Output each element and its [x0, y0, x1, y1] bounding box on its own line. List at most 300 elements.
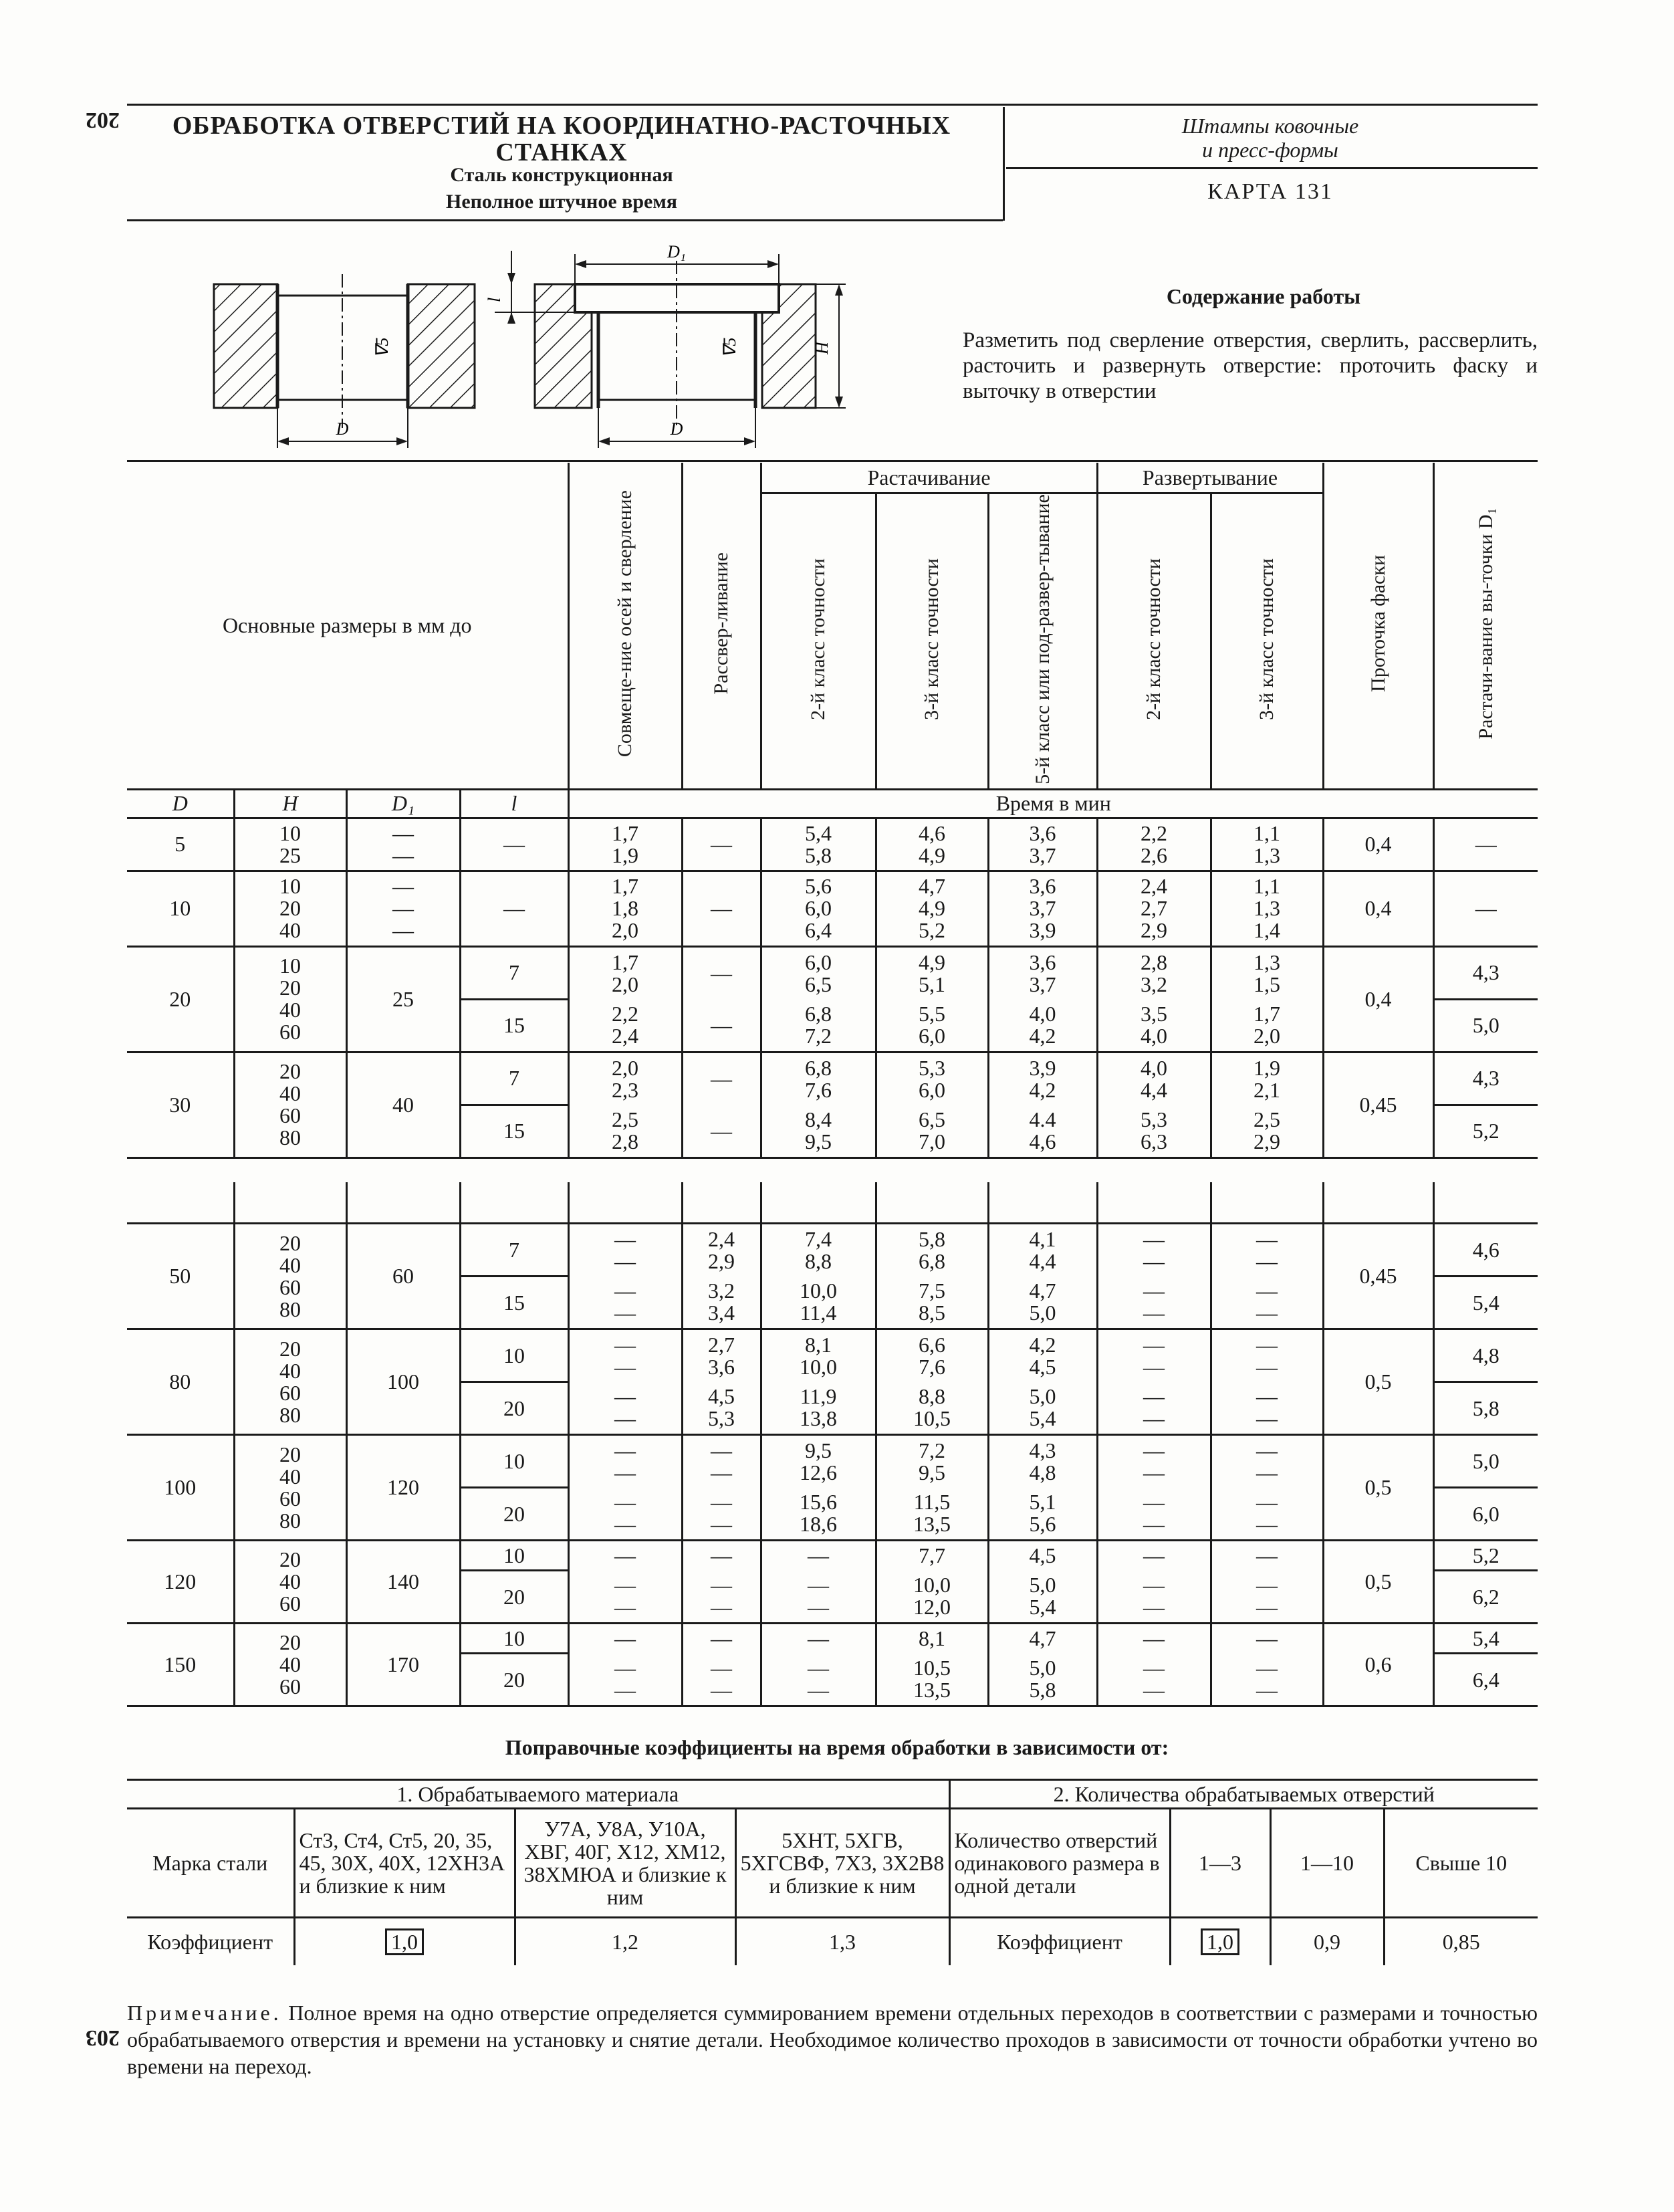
cell-groove: 5,2 [1433, 1541, 1538, 1571]
cell-counterboring [682, 1224, 761, 1277]
cell-chamfer: 0,5 [1323, 1435, 1433, 1541]
coef-count-2: 0,9 [1270, 1918, 1384, 1966]
cell-value: — [1143, 1384, 1165, 1409]
cell-value: — [1143, 1490, 1165, 1515]
cell-value: 13,5 [913, 1512, 951, 1537]
row-l: 20 [460, 1654, 568, 1706]
row-h [234, 946, 346, 1052]
cell-value: 25 [279, 843, 301, 867]
cell-value: 10 [279, 820, 301, 845]
cell-value: — [1256, 1332, 1278, 1357]
continuation-gap [568, 1182, 682, 1224]
col-boring-class-5-label: 5-й класс или под-развер-тывание [1031, 494, 1054, 784]
cell-alignment [568, 999, 682, 1052]
cell-value: 1,7 [612, 874, 638, 899]
cell-value: 12,6 [800, 1460, 837, 1484]
row-l: — [460, 871, 568, 946]
cell-boring-2 [761, 818, 876, 871]
cell-value: 13,5 [913, 1678, 951, 1702]
cell-value: 40 [279, 1081, 301, 1106]
cell-value: — [1256, 1226, 1278, 1251]
cell-value: 5,3 [708, 1406, 735, 1431]
cell-value: 5,4 [1029, 1595, 1056, 1620]
cell-value: — [1143, 1512, 1165, 1537]
col-groove-boring-label: Растачи-вание вы-точки D₁ [1474, 508, 1497, 740]
cell-value: — [1256, 1656, 1278, 1680]
hole-drawings [201, 241, 869, 468]
row-l: — [460, 818, 568, 871]
cell-reaming-2 [1097, 1541, 1211, 1571]
cell-boring-3 [876, 1435, 988, 1488]
cell-groove: 4,6 [1433, 1224, 1538, 1277]
cell-value: 20 [279, 1547, 301, 1571]
cell-value: — [711, 1543, 732, 1568]
cell-value: 4.4 [1029, 1107, 1056, 1132]
row-d1: 140 [346, 1541, 460, 1624]
main-dims-header: Основные размеры в мм до [222, 613, 472, 637]
cell-chamfer: 0,45 [1323, 1052, 1433, 1157]
row-h [234, 1541, 346, 1624]
cell-reaming-2 [1097, 1277, 1211, 1329]
cell-value: 7,6 [919, 1354, 945, 1379]
cell-boring-2 [761, 946, 876, 999]
cell-boring-2 [761, 1624, 876, 1654]
page-number-bottom: 203 [86, 2025, 120, 2050]
cell-boring-3 [876, 1224, 988, 1277]
steel-group-1: Ст3, Ст4, Ст5, 20, 35, 45, 30Х, 40Х, 12ХН3А и близкие к ним [294, 1809, 515, 1918]
cell-value: — [808, 1573, 829, 1597]
continuation-gap [988, 1182, 1097, 1224]
time-unit-label: Время в мин [568, 789, 1538, 818]
cell-alignment [568, 1624, 682, 1654]
row-d1: 170 [346, 1624, 460, 1706]
cell-value: — [614, 1226, 636, 1251]
cell-boring-2 [761, 999, 876, 1052]
table-top-rule [127, 460, 1538, 462]
cell-counterboring [682, 1488, 761, 1541]
col-reaming-class-3 [1211, 493, 1323, 790]
cell-value: 10,0 [913, 1573, 951, 1597]
cell-value: 5,8 [1029, 1678, 1056, 1702]
hole-count-1: 1—3 [1170, 1809, 1270, 1918]
cell-value: 11,5 [913, 1490, 951, 1515]
steel-group-3: 5ХНТ, 5ХГВ, 5ХГСВФ, 7Х3, 3Х2В8 и близкие к ним [735, 1809, 949, 1918]
cell-value: 40 [279, 1464, 301, 1488]
cell-reaming-2 [1097, 1571, 1211, 1624]
cell-reaming-2 [1097, 1435, 1211, 1488]
cell-chamfer: 0,4 [1323, 946, 1433, 1052]
cell-value: — [711, 1595, 732, 1620]
cell-value: 3,5 [1141, 1002, 1167, 1026]
cell-chamfer: 0,5 [1323, 1541, 1433, 1624]
cell-reaming-3 [1211, 1624, 1323, 1654]
cell-value: — [1143, 1332, 1165, 1357]
cell-value: 4,9 [919, 843, 945, 867]
coef-label-count: Коэффициент [949, 1918, 1170, 1966]
cell-groove: — [1433, 818, 1538, 871]
header-left-underline [127, 219, 1003, 221]
cell-value: — [614, 1248, 636, 1273]
col-chamfer [1323, 463, 1433, 789]
cell-boring-5 [988, 1382, 1097, 1435]
cell-reaming-2 [1097, 871, 1211, 946]
col-boring-class-3 [876, 493, 988, 790]
row-d1: 100 [346, 1329, 460, 1435]
cell-groove: 4,3 [1433, 1052, 1538, 1105]
cell-reaming-2 [1097, 818, 1211, 871]
row-h [234, 871, 346, 946]
row-h [234, 1052, 346, 1157]
cell-value: — [1256, 1301, 1278, 1325]
cell-value: 4,3 [1029, 1438, 1056, 1462]
cell-boring-5 [988, 1435, 1097, 1488]
cell-alignment [568, 1488, 682, 1541]
cell-value: — [614, 1490, 636, 1515]
cell-groove: 5,2 [1433, 1105, 1538, 1157]
cell-alignment [568, 1541, 682, 1571]
roughness-left: ∇5 [372, 337, 392, 358]
cell-reaming-3 [1211, 1277, 1323, 1329]
cell-value: 60 [279, 1674, 301, 1698]
cell-boring-5 [988, 946, 1097, 999]
row-d: 100 [127, 1435, 234, 1541]
cell-value: — [808, 1656, 829, 1680]
cell-value: 5,0 [1029, 1301, 1056, 1325]
section-name [1009, 114, 1531, 162]
cell-value: 5,0 [1029, 1656, 1056, 1680]
col-d: D [127, 789, 234, 818]
cell-value: — [1256, 1406, 1278, 1431]
cell-value: 4,7 [919, 874, 945, 899]
cell-boring-5 [988, 1105, 1097, 1157]
cell-value: — [1256, 1626, 1278, 1651]
cell-alignment [568, 871, 682, 946]
cell-value: 8,1 [805, 1332, 832, 1357]
cell-value: — [614, 1573, 636, 1597]
cell-value: 4,4 [1029, 1248, 1056, 1273]
group-boring-header: Растачивание [761, 463, 1097, 493]
header-top-rule [127, 104, 1538, 106]
cell-reaming-3 [1211, 1382, 1323, 1435]
cell-value: 8,5 [919, 1301, 945, 1325]
cell-value: 2,3 [612, 1077, 638, 1102]
cell-boring-5 [988, 1654, 1097, 1706]
cell-value: 10 [279, 874, 301, 899]
cell-boring-3 [876, 1052, 988, 1105]
cell-boring-5 [988, 871, 1097, 946]
cell-value: 4,5 [1029, 1354, 1056, 1379]
cell-value: 5,1 [919, 972, 945, 996]
cell-chamfer: 0,5 [1323, 1329, 1433, 1435]
cell-value: 10,5 [913, 1656, 951, 1680]
cell-value: — [1143, 1354, 1165, 1379]
cell-value: — [614, 1678, 636, 1702]
col-reaming-class-3-label: 3-й класс точности [1256, 558, 1278, 720]
row-l: 20 [460, 1488, 568, 1541]
cell-alignment [568, 1052, 682, 1105]
cell-value: 3,2 [708, 1279, 735, 1303]
row-h [234, 1624, 346, 1706]
cell-value: — [1143, 1406, 1165, 1431]
row-d1: 40 [346, 1052, 460, 1157]
cell-value: 6,0 [919, 1024, 945, 1048]
row-d: 80 [127, 1329, 234, 1435]
cell-value: — [1143, 1543, 1165, 1568]
continuation-gap [1433, 1182, 1538, 1224]
cell-boring-5 [988, 818, 1097, 871]
cell-value: 1,7 [612, 950, 638, 974]
cell-value: 3,4 [708, 1301, 735, 1325]
cell-value: 12,0 [913, 1595, 951, 1620]
cell-value: — [1256, 1248, 1278, 1273]
row-l: 10 [460, 1541, 568, 1571]
continuation-gap [346, 1182, 460, 1224]
cell-value: 15,6 [800, 1490, 837, 1515]
page-number-top: 202 [86, 108, 120, 132]
cell-counterboring: — [682, 999, 761, 1052]
cell-boring-3 [876, 946, 988, 999]
continuation-gap [127, 1182, 234, 1224]
row-h [234, 1435, 346, 1541]
row-d1: 120 [346, 1435, 460, 1541]
cell-value: 5,2 [919, 918, 945, 943]
cell-value: 20 [279, 1230, 301, 1255]
cell-value: — [711, 1512, 732, 1537]
cell-value: — [392, 896, 414, 921]
cell-boring-2 [761, 871, 876, 946]
cell-value: 3,2 [1141, 972, 1167, 996]
cell-value: — [1256, 1279, 1278, 1303]
cell-value: 4,2 [1029, 1077, 1056, 1102]
cell-reaming-3 [1211, 1654, 1323, 1706]
label-d-left: D [336, 419, 349, 439]
card-rule [1006, 167, 1538, 169]
cell-value: 2,5 [612, 1107, 638, 1132]
cell-reaming-3 [1211, 1488, 1323, 1541]
cell-value: 2,9 [708, 1248, 735, 1273]
cell-value: — [1256, 1460, 1278, 1484]
corrections-title: Поправочные коэффициенты на время обработки в зависимости от: [505, 1735, 1169, 1759]
continuation-gap [1097, 1182, 1211, 1224]
cell-value: — [1143, 1573, 1165, 1597]
row-d1 [346, 871, 460, 946]
row-l: 15 [460, 1277, 568, 1329]
cell-boring-5 [988, 1224, 1097, 1277]
cell-value: 40 [279, 1652, 301, 1676]
cell-value: — [808, 1678, 829, 1702]
row-l: 20 [460, 1571, 568, 1624]
cell-reaming-2 [1097, 1488, 1211, 1541]
cell-groove: 5,4 [1433, 1624, 1538, 1654]
cell-reaming-2 [1097, 999, 1211, 1052]
cell-groove: 4,3 [1433, 946, 1538, 999]
cell-value: — [392, 843, 414, 867]
cell-reaming-2 [1097, 1224, 1211, 1277]
cell-value: 1,7 [1253, 1002, 1280, 1026]
cell-groove: 5,0 [1433, 999, 1538, 1052]
cell-reaming-2 [1097, 1382, 1211, 1435]
cell-value: 6,5 [919, 1107, 945, 1132]
cell-boring-2 [761, 1329, 876, 1382]
cell-counterboring: — [682, 1105, 761, 1157]
label-h: H [812, 342, 832, 354]
col-h: H [234, 789, 346, 818]
cell-value: 2,8 [1141, 950, 1167, 974]
cell-value: 1,7 [612, 820, 638, 845]
time-type-label: Неполное штучное время [445, 191, 678, 213]
cell-value: 10,5 [913, 1406, 951, 1431]
continuation-gap [1323, 1182, 1433, 1224]
cell-boring-3 [876, 818, 988, 871]
row-h [234, 1224, 346, 1329]
title-line-1: ОБРАБОТКА ОТВЕРСТИЙ НА КООРДИНАТНО-РАСТОЧНЫХ [172, 112, 951, 140]
page-title [167, 112, 956, 166]
cell-groove: 4,8 [1433, 1329, 1538, 1382]
cell-value: 10,0 [800, 1279, 837, 1303]
cell-alignment [568, 1329, 682, 1382]
cell-value: 2,9 [1141, 918, 1167, 943]
count-section-header: 2. Количества обрабатываемых отверстий [949, 1780, 1538, 1809]
cell-value: 7,6 [805, 1077, 832, 1102]
cell-value: — [1143, 1460, 1165, 1484]
cell-reaming-2 [1097, 1105, 1211, 1157]
cell-value: 2,1 [1253, 1077, 1280, 1102]
cell-value: 4,5 [1029, 1543, 1056, 1568]
section-line-1: Штампы ковочные [1181, 114, 1359, 138]
cell-value: 4,9 [919, 950, 945, 974]
cell-boring-2 [761, 1435, 876, 1488]
cell-value: 4,9 [919, 896, 945, 921]
cell-counterboring [682, 1329, 761, 1382]
row-d1: 25 [346, 946, 460, 1052]
cell-value: 20 [279, 1442, 301, 1466]
cell-value: — [614, 1512, 636, 1537]
continuation-gap [1211, 1182, 1323, 1224]
cell-value: 8,8 [919, 1384, 945, 1409]
cell-value: 1,3 [1253, 950, 1280, 974]
continuation-gap [761, 1182, 876, 1224]
row-d: 5 [127, 818, 234, 871]
cell-groove: 6,0 [1433, 1488, 1538, 1541]
row-d1 [346, 818, 460, 871]
cell-value: 4,4 [1141, 1077, 1167, 1102]
cell-value: — [1143, 1301, 1165, 1325]
continuation-gap [682, 1182, 761, 1224]
col-d1: D₁ [346, 789, 460, 818]
note-text: Полное время на одно отверстие определяется суммированием времени отдельных переходов в соответствии с размерами и точностью обрабатываемого отверстия и времени на установку и снятие детали. Необходимое количество проходов в зависимости от точности обработки учтено во времени на переход. [127, 2001, 1538, 2078]
cell-value: 18,6 [800, 1512, 837, 1537]
cell-counterboring [682, 1435, 761, 1488]
cell-value: — [1256, 1384, 1278, 1409]
cell-boring-5 [988, 1624, 1097, 1654]
row-h [234, 818, 346, 871]
stepped-hole-drawing [485, 242, 846, 448]
cell-boring-2 [761, 1277, 876, 1329]
cell-value: — [711, 1490, 732, 1515]
cell-groove: 6,2 [1433, 1571, 1538, 1624]
cell-boring-5 [988, 1488, 1097, 1541]
cell-alignment [568, 1654, 682, 1706]
cell-value: 20 [279, 1336, 301, 1361]
col-boring-class-2-label: 2-й класс точности [807, 558, 829, 720]
cell-reaming-3 [1211, 1541, 1323, 1571]
cell-counterboring: — [682, 818, 761, 871]
coef-material-3: 1,3 [735, 1918, 949, 1966]
cell-value: 7,5 [919, 1279, 945, 1303]
row-l: 10 [460, 1435, 568, 1488]
row-l: 10 [460, 1624, 568, 1654]
cell-alignment [568, 1105, 682, 1157]
col-l: l [460, 789, 568, 818]
coef-count-1: 1,0 [1201, 1928, 1239, 1955]
cell-value: 1,3 [1253, 896, 1280, 921]
cell-value: — [1143, 1595, 1165, 1620]
cell-value: 3,6 [708, 1354, 735, 1379]
cell-value: — [1256, 1354, 1278, 1379]
row-l: 20 [460, 1382, 568, 1435]
cell-value: 40 [279, 1358, 301, 1383]
row-d1: 60 [346, 1224, 460, 1329]
cell-alignment [568, 1277, 682, 1329]
cell-counterboring [682, 1541, 761, 1571]
cell-groove: 5,0 [1433, 1435, 1538, 1488]
cell-value: — [1256, 1678, 1278, 1702]
cell-boring-3 [876, 1541, 988, 1571]
cell-boring-2 [761, 1382, 876, 1435]
label-l: l [485, 297, 504, 302]
cell-value: — [392, 820, 414, 845]
cell-counterboring: — [682, 1052, 761, 1105]
cell-value: 5,5 [919, 1002, 945, 1026]
cell-value: 20 [279, 1630, 301, 1654]
cell-value: 5,0 [1029, 1573, 1056, 1597]
cell-boring-2 [761, 1541, 876, 1571]
cell-value: 6,3 [1141, 1129, 1167, 1154]
cell-value: 4,0 [1029, 1002, 1056, 1026]
cell-value: 40 [279, 998, 301, 1022]
title-line-2: СТАНКАХ [495, 138, 628, 167]
cell-reaming-3 [1211, 1224, 1323, 1277]
hole-count-2: 1—10 [1270, 1809, 1384, 1918]
cell-value: 60 [279, 1380, 301, 1405]
cell-value: 60 [279, 1591, 301, 1616]
cell-value: 60 [279, 1275, 301, 1299]
cell-value: 6,8 [805, 1055, 832, 1080]
simple-hole-drawing [214, 274, 475, 448]
cell-value: — [711, 1438, 732, 1462]
col-groove-boring [1433, 463, 1538, 789]
cell-value: — [1143, 1279, 1165, 1303]
cell-value: — [1256, 1438, 1278, 1462]
cell-value: 2,7 [1141, 896, 1167, 921]
cell-value: 3,6 [1029, 874, 1056, 899]
cell-reaming-3 [1211, 1435, 1323, 1488]
cell-value: 6,5 [805, 972, 832, 996]
cell-value: — [614, 1301, 636, 1325]
header-divider [1003, 107, 1005, 221]
cell-chamfer: 0,6 [1323, 1624, 1433, 1706]
cell-value: 4,0 [1141, 1055, 1167, 1080]
cell-value: 3,6 [1029, 820, 1056, 845]
cell-alignment [568, 1435, 682, 1488]
cell-value: 5,1 [1029, 1490, 1056, 1515]
cell-value: — [614, 1438, 636, 1462]
cell-value: — [614, 1595, 636, 1620]
cell-counterboring [682, 1624, 761, 1654]
cell-value: 1,9 [1253, 1055, 1280, 1080]
cell-groove: — [1433, 871, 1538, 946]
cell-boring-3 [876, 1382, 988, 1435]
